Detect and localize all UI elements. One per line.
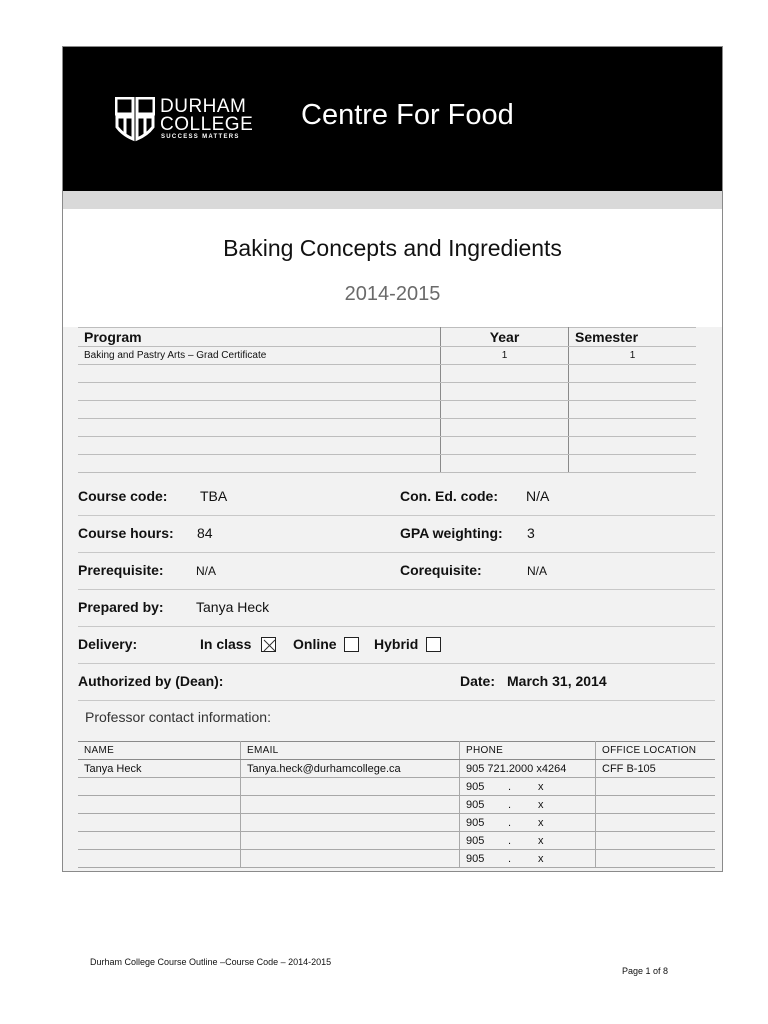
year-cell — [441, 365, 569, 383]
prerequisite-label: Prerequisite: — [78, 562, 164, 578]
phone-area: 905 — [466, 834, 485, 847]
office-cell — [596, 778, 716, 796]
authorized-by-label: Authorized by (Dean): — [78, 673, 224, 689]
gpa-weighting-label: GPA weighting: — [400, 525, 503, 541]
semester-cell — [569, 365, 697, 383]
email-cell[interactable]: Tanya.heck@durhamcollege.ca — [241, 760, 460, 778]
college-crest-icon — [115, 97, 155, 143]
year-cell — [441, 383, 569, 401]
program-header: Program — [78, 328, 441, 347]
hybrid-label: Hybrid — [374, 636, 419, 652]
email-cell — [241, 832, 460, 850]
delivery-option-online[interactable] — [293, 636, 359, 652]
name-header: NAME — [78, 742, 241, 760]
con-ed-code-label: Con. Ed. code: — [400, 488, 498, 504]
course-title: Baking Concepts and Ingredients — [223, 235, 562, 261]
year-cell — [441, 419, 569, 437]
phone-ext: x — [538, 852, 544, 865]
year-cell — [441, 401, 569, 419]
program-cell — [78, 401, 441, 419]
phone-cell: 905 721.2000 x4264 — [460, 760, 596, 778]
program-cell — [78, 365, 441, 383]
phone-cell — [460, 832, 596, 850]
phone-header: PHONE — [460, 742, 596, 760]
delivery-label: Delivery: — [78, 636, 138, 652]
phone-dot: . — [508, 780, 512, 793]
table-row — [78, 383, 696, 401]
phone-dot: . — [508, 816, 512, 829]
con-ed-code-value: N/A — [526, 488, 550, 504]
name-cell — [78, 778, 241, 796]
delivery-row — [78, 626, 715, 664]
office-cell — [596, 850, 716, 868]
in-class-label: In class — [200, 636, 252, 652]
table-row — [78, 347, 696, 365]
course-code-value: TBA — [200, 488, 228, 504]
name-cell: Tanya Heck — [78, 760, 241, 778]
prerequisite-value: N/A — [196, 564, 217, 578]
phone-area: 905 — [466, 780, 485, 793]
office-header: OFFICE LOCATION — [596, 742, 716, 760]
online-checkbox[interactable] — [344, 637, 359, 652]
office-cell — [596, 814, 716, 832]
online-label: Online — [293, 636, 337, 652]
email-cell — [241, 778, 460, 796]
email-cell — [241, 814, 460, 832]
header-banner — [63, 47, 722, 191]
prepared-by-label: Prepared by: — [78, 599, 164, 615]
delivery-option-in-class[interactable] — [200, 636, 276, 652]
course-hours-value: 84 — [197, 525, 213, 541]
date-label: Date: — [460, 673, 496, 689]
office-cell — [596, 832, 716, 850]
email-cell — [241, 850, 460, 868]
in-class-checkbox[interactable] — [261, 637, 276, 652]
semester-cell — [569, 401, 697, 419]
phone-area: 905 — [466, 816, 485, 829]
title-box — [63, 209, 722, 327]
semester-cell: 1 — [569, 347, 697, 365]
phone-ext: x — [538, 798, 544, 811]
prepared-by-value: Tanya Heck — [196, 599, 270, 615]
phone-area: 905 — [466, 798, 485, 811]
semester-cell — [569, 383, 697, 401]
phone-cell — [460, 814, 596, 832]
phone-cell — [460, 796, 596, 814]
logo-wordmark: DURHAM COLLEGE — [160, 96, 254, 135]
program-table — [78, 327, 696, 473]
phone-ext: x — [538, 780, 544, 793]
table-row — [78, 455, 696, 473]
program-cell — [78, 455, 441, 473]
table-row — [78, 796, 715, 814]
year-cell — [441, 437, 569, 455]
logo-tagline: SUCCESS MATTERS — [161, 134, 240, 140]
office-cell — [596, 796, 716, 814]
table-row — [78, 760, 715, 778]
prepared-by-row — [78, 589, 715, 627]
semester-cell — [569, 419, 697, 437]
table-row — [78, 832, 715, 850]
phone-cell — [460, 850, 596, 868]
table-row — [78, 778, 715, 796]
email-cell — [241, 796, 460, 814]
year-cell: 1 — [441, 347, 569, 365]
table-row — [78, 401, 696, 419]
program-cell: Baking and Pastry Arts – Grad Certificate — [78, 347, 441, 365]
table-row — [78, 850, 715, 868]
program-cell — [78, 437, 441, 455]
office-cell: CFF B-105 — [596, 760, 716, 778]
program-cell — [78, 383, 441, 401]
phone-ext: x — [538, 816, 544, 829]
phone-ext: x — [538, 834, 544, 847]
semester-cell — [569, 437, 697, 455]
gpa-weighting-value: 3 — [527, 525, 535, 541]
program-cell — [78, 419, 441, 437]
name-cell — [78, 832, 241, 850]
phone-dot: . — [508, 852, 512, 865]
year-cell — [441, 455, 569, 473]
name-cell — [78, 850, 241, 868]
name-cell — [78, 796, 241, 814]
course-code-row — [78, 478, 715, 516]
corequisite-label: Corequisite: — [400, 562, 482, 578]
phone-area: 905 — [466, 852, 485, 865]
course-year: 2014-2015 — [344, 283, 441, 305]
year-header: Year — [441, 328, 569, 347]
name-cell — [78, 814, 241, 832]
footer-page-number: Page 1 of 8 — [622, 966, 669, 976]
phone-dot: . — [508, 834, 512, 847]
checked-x-icon — [262, 638, 277, 653]
contact-info-label: Professor contact information: — [85, 709, 271, 725]
prerequisite-row — [78, 552, 715, 590]
semester-cell — [569, 455, 697, 473]
contact-table-header — [78, 742, 715, 760]
course-hours-row — [78, 515, 715, 553]
phone-cell — [460, 778, 596, 796]
table-row — [78, 419, 696, 437]
corequisite-value: N/A — [527, 564, 548, 578]
table-row — [78, 365, 696, 383]
authorized-row — [78, 663, 715, 701]
delivery-option-hybrid[interactable] — [374, 636, 441, 652]
email-header: EMAIL — [241, 742, 460, 760]
date-value: March 31, 2014 — [507, 673, 607, 689]
course-hours-label: Course hours: — [78, 525, 174, 541]
course-outline-page — [62, 46, 723, 872]
centre-title: Centre For Food — [301, 99, 514, 131]
table-row — [78, 437, 696, 455]
semester-header: Semester — [569, 328, 697, 347]
hybrid-checkbox[interactable] — [426, 637, 441, 652]
program-table-header — [78, 328, 696, 347]
footer-course-outline: Durham College Course Outline –Course Code – 2014-2015 — [90, 957, 332, 967]
durham-college-logo — [115, 97, 255, 143]
contact-table — [78, 741, 715, 868]
phone-dot: . — [508, 798, 512, 811]
course-code-label: Course code: — [78, 488, 168, 504]
table-row — [78, 814, 715, 832]
grey-band — [63, 191, 722, 209]
